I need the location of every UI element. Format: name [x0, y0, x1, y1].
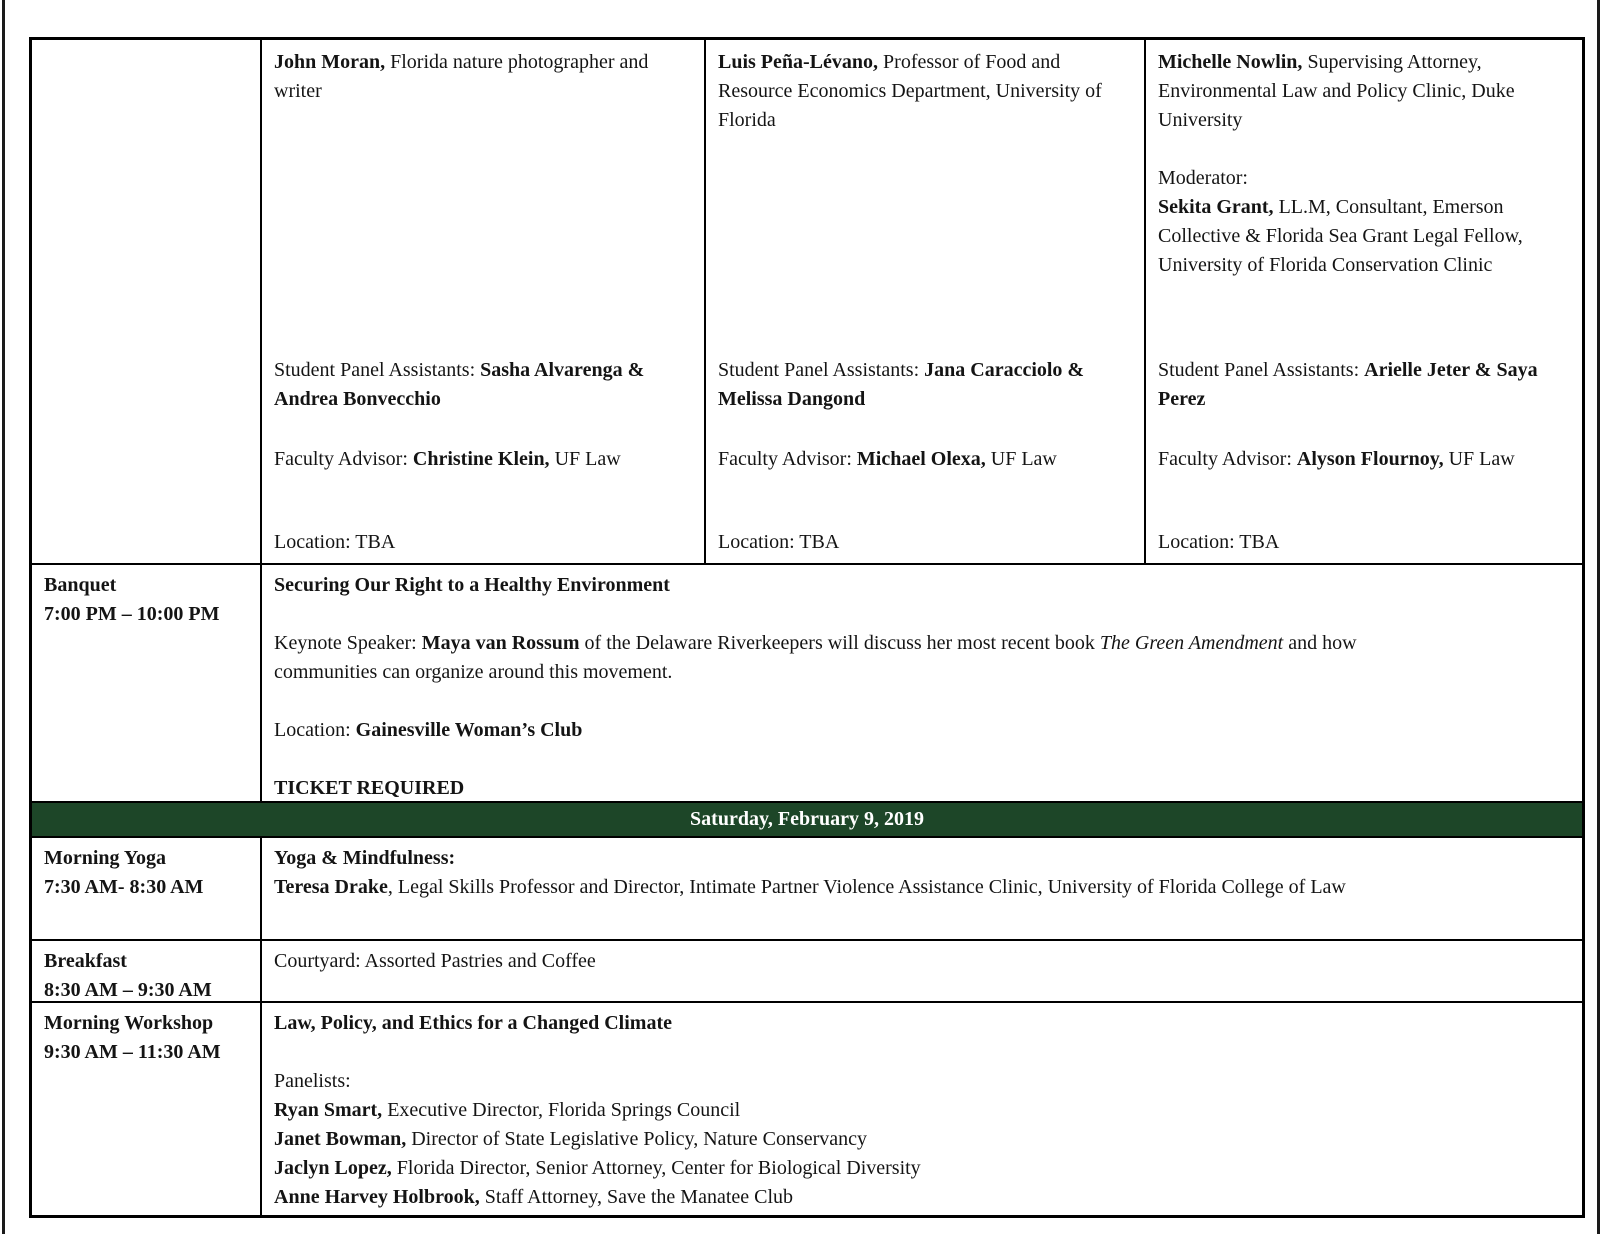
- yoga-content-cell: [262, 838, 1582, 941]
- assistants-label: Student Panel Assistants:: [1158, 359, 1365, 382]
- moderator-name: Sekita Grant,: [1158, 196, 1274, 218]
- assistants-names: Sasha Alvarenga & Andrea Bonvecchio: [274, 359, 645, 411]
- keynote-suffix: and how communities can organize around this movement.: [274, 632, 1357, 683]
- banquet-session-title-text: Securing Our Right to a Healthy Environment: [274, 574, 670, 596]
- panel-speaker-block: [274, 48, 692, 356]
- page-border-left: [2, 0, 5, 1234]
- workshop-title: Morning Workshop: [44, 1012, 214, 1034]
- yoga-instructor-desc: , Legal Skills Professor and Director, Intimate Partner Violence Assistance Clinic, University of Florida College of Law: [387, 876, 1346, 898]
- page-border-right: [1597, 0, 1600, 1234]
- assistants-label: Student Panel Assistants:: [718, 359, 925, 382]
- speaker-name: Michelle Nowlin,: [1158, 51, 1303, 73]
- yoga-session-title: [274, 844, 1570, 873]
- panelist-desc: Executive Director, Florida Springs Council: [382, 1099, 741, 1121]
- advisor-name: Christine Klein,: [412, 448, 550, 471]
- panel-advisor-block: [1158, 445, 1570, 528]
- advisor-line: [1158, 445, 1570, 474]
- panel-location-block: [718, 528, 1132, 557]
- advisor-name: Alyson Flournoy,: [1296, 448, 1444, 471]
- assistants-line: [1158, 356, 1570, 414]
- moderator-block: [1158, 164, 1570, 280]
- advisor-label: Faculty Advisor:: [1158, 448, 1297, 471]
- yoga-time-cell: [32, 838, 262, 941]
- panelist-line: [274, 1154, 1570, 1183]
- day-header: [32, 803, 1582, 838]
- speaker-desc: Professor of Food and Resource Economics Department, University of Florida: [718, 51, 1102, 131]
- breakfast-description: Courtyard: Assorted Pastries and Coffee: [274, 950, 596, 972]
- panel-assistants-block: [718, 356, 1132, 445]
- banquet-location-line: [274, 716, 1570, 745]
- panelists-label: Panelists:: [274, 1070, 351, 1092]
- yoga-instructor-name: Teresa Drake: [274, 876, 388, 898]
- banquet-title: Banquet: [44, 574, 117, 596]
- keynote-middle: of the Delaware Riverkeepers will discuss her most recent book: [579, 632, 1100, 654]
- location-value: TBA: [799, 531, 840, 553]
- assistants-line: [718, 356, 1132, 414]
- advisor-name: Michael Olexa,: [856, 448, 986, 471]
- yoga-time-range: 7:30 AM- 8:30 AM: [44, 876, 204, 898]
- speaker-name: John Moran,: [274, 51, 386, 73]
- yoga-instructor-line: [274, 873, 1570, 902]
- panel-advisor-block: [274, 445, 692, 528]
- breakfast-time-cell: [32, 941, 262, 1003]
- keynote-prefix: Keynote Speaker:: [274, 632, 422, 654]
- location-value: Gainesville Woman’s Club: [355, 719, 583, 741]
- panel-cell-pena-levano: [706, 40, 1146, 565]
- panel-location-block: [274, 528, 692, 557]
- banquet-session-title: [274, 571, 1570, 600]
- keynote-book-title: The Green Amendment: [1099, 632, 1284, 654]
- keynote-speaker-name: Maya van Rossum: [421, 632, 580, 654]
- schedule-table: [29, 37, 1585, 1218]
- panelist-name: Ryan Smart,: [274, 1099, 383, 1121]
- location-label: Location:: [274, 531, 356, 553]
- panelist-line: [274, 1096, 1570, 1125]
- panelist-desc: Florida Director, Senior Attorney, Center for Biological Diversity: [391, 1157, 921, 1179]
- location-value: TBA: [1239, 531, 1280, 553]
- banquet-ticket-note: [274, 774, 1570, 803]
- assistants-label: Student Panel Assistants:: [274, 359, 481, 382]
- speaker-name: Luis Peña-Lévano,: [718, 51, 879, 73]
- location-line: [274, 528, 692, 557]
- panel-assistants-block: [274, 356, 692, 445]
- banquet-content-cell: [262, 565, 1582, 803]
- location-label: Location:: [1158, 531, 1240, 553]
- panelist-name: Jaclyn Lopez,: [274, 1157, 392, 1179]
- ticket-note-text: TICKET REQUIRED: [274, 777, 465, 799]
- location-line: [1158, 528, 1570, 557]
- location-line: [718, 528, 1132, 557]
- panel-cell-moran: [262, 40, 706, 565]
- moderator-desc: LL.M, Consultant, Emerson Collective & Florida Sea Grant Legal Fellow, University of Florida Conservation Clinic: [1158, 196, 1523, 276]
- panelist-desc: Director of State Legislative Policy, Nature Conservancy: [406, 1128, 868, 1150]
- day-header-label: Saturday, February 9, 2019: [690, 808, 924, 830]
- panelist-line: [274, 1125, 1570, 1154]
- speaker-desc: Supervising Attorney, Environmental Law and Policy Clinic, Duke University: [1158, 51, 1515, 131]
- panels-time-cell-empty: [32, 40, 262, 565]
- yoga-title: Morning Yoga: [44, 847, 167, 869]
- advisor-label: Faculty Advisor:: [274, 448, 413, 471]
- panel-assistants-block: [1158, 356, 1570, 445]
- assistants-line: [274, 356, 692, 414]
- workshop-time-cell: [32, 1003, 262, 1215]
- workshop-content-cell: [262, 1003, 1582, 1215]
- assistants-names: Jana Caracciolo & Melissa Dangond: [718, 359, 1085, 411]
- workshop-session-title: [274, 1009, 1570, 1038]
- location-value: TBA: [355, 531, 396, 553]
- workshop-session-title-text: Law, Policy, and Ethics for a Changed Climate: [274, 1012, 672, 1034]
- panel-cell-nowlin: [1146, 40, 1582, 565]
- workshop-time-range: 9:30 AM – 11:30 AM: [44, 1041, 221, 1063]
- speaker-line: [718, 48, 1132, 135]
- panelist-desc: Staff Attorney, Save the Manatee Club: [479, 1186, 794, 1208]
- panelist-name: Anne Harvey Holbrook,: [274, 1186, 480, 1208]
- panelist-line: [274, 1183, 1570, 1212]
- moderator-label: Moderator:: [1158, 167, 1248, 189]
- location-label: Location:: [718, 531, 800, 553]
- advisor-label: Faculty Advisor:: [718, 448, 857, 471]
- panel-speaker-block: [1158, 48, 1570, 356]
- advisor-line: [718, 445, 1132, 474]
- breakfast-title: Breakfast: [44, 950, 127, 972]
- speaker-desc: Florida nature photographer and writer: [274, 51, 649, 102]
- panel-speaker-block: [718, 48, 1132, 356]
- banquet-time-range: 7:00 PM – 10:00 PM: [44, 603, 220, 625]
- breakfast-content-cell: [262, 941, 1582, 1003]
- speaker-line: [274, 48, 692, 106]
- assistants-names: Arielle Jeter & Saya Perez: [1158, 359, 1538, 411]
- breakfast-time-range: 8:30 AM – 9:30 AM: [44, 979, 212, 1001]
- speaker-line: [1158, 48, 1570, 135]
- advisor-suffix: UF Law: [549, 448, 621, 471]
- panelist-name: Janet Bowman,: [274, 1128, 407, 1150]
- yoga-session-title-text: Yoga & Mindfulness:: [274, 847, 456, 869]
- advisor-suffix: UF Law: [985, 448, 1057, 471]
- banquet-keynote-line: [274, 629, 1464, 687]
- advisor-line: [274, 445, 692, 474]
- moderator-line: [1158, 193, 1570, 280]
- advisor-suffix: UF Law: [1443, 448, 1515, 471]
- panel-advisor-block: [718, 445, 1132, 528]
- banquet-time-cell: [32, 565, 262, 803]
- location-label: Location:: [274, 719, 356, 741]
- panel-location-block: [1158, 528, 1570, 557]
